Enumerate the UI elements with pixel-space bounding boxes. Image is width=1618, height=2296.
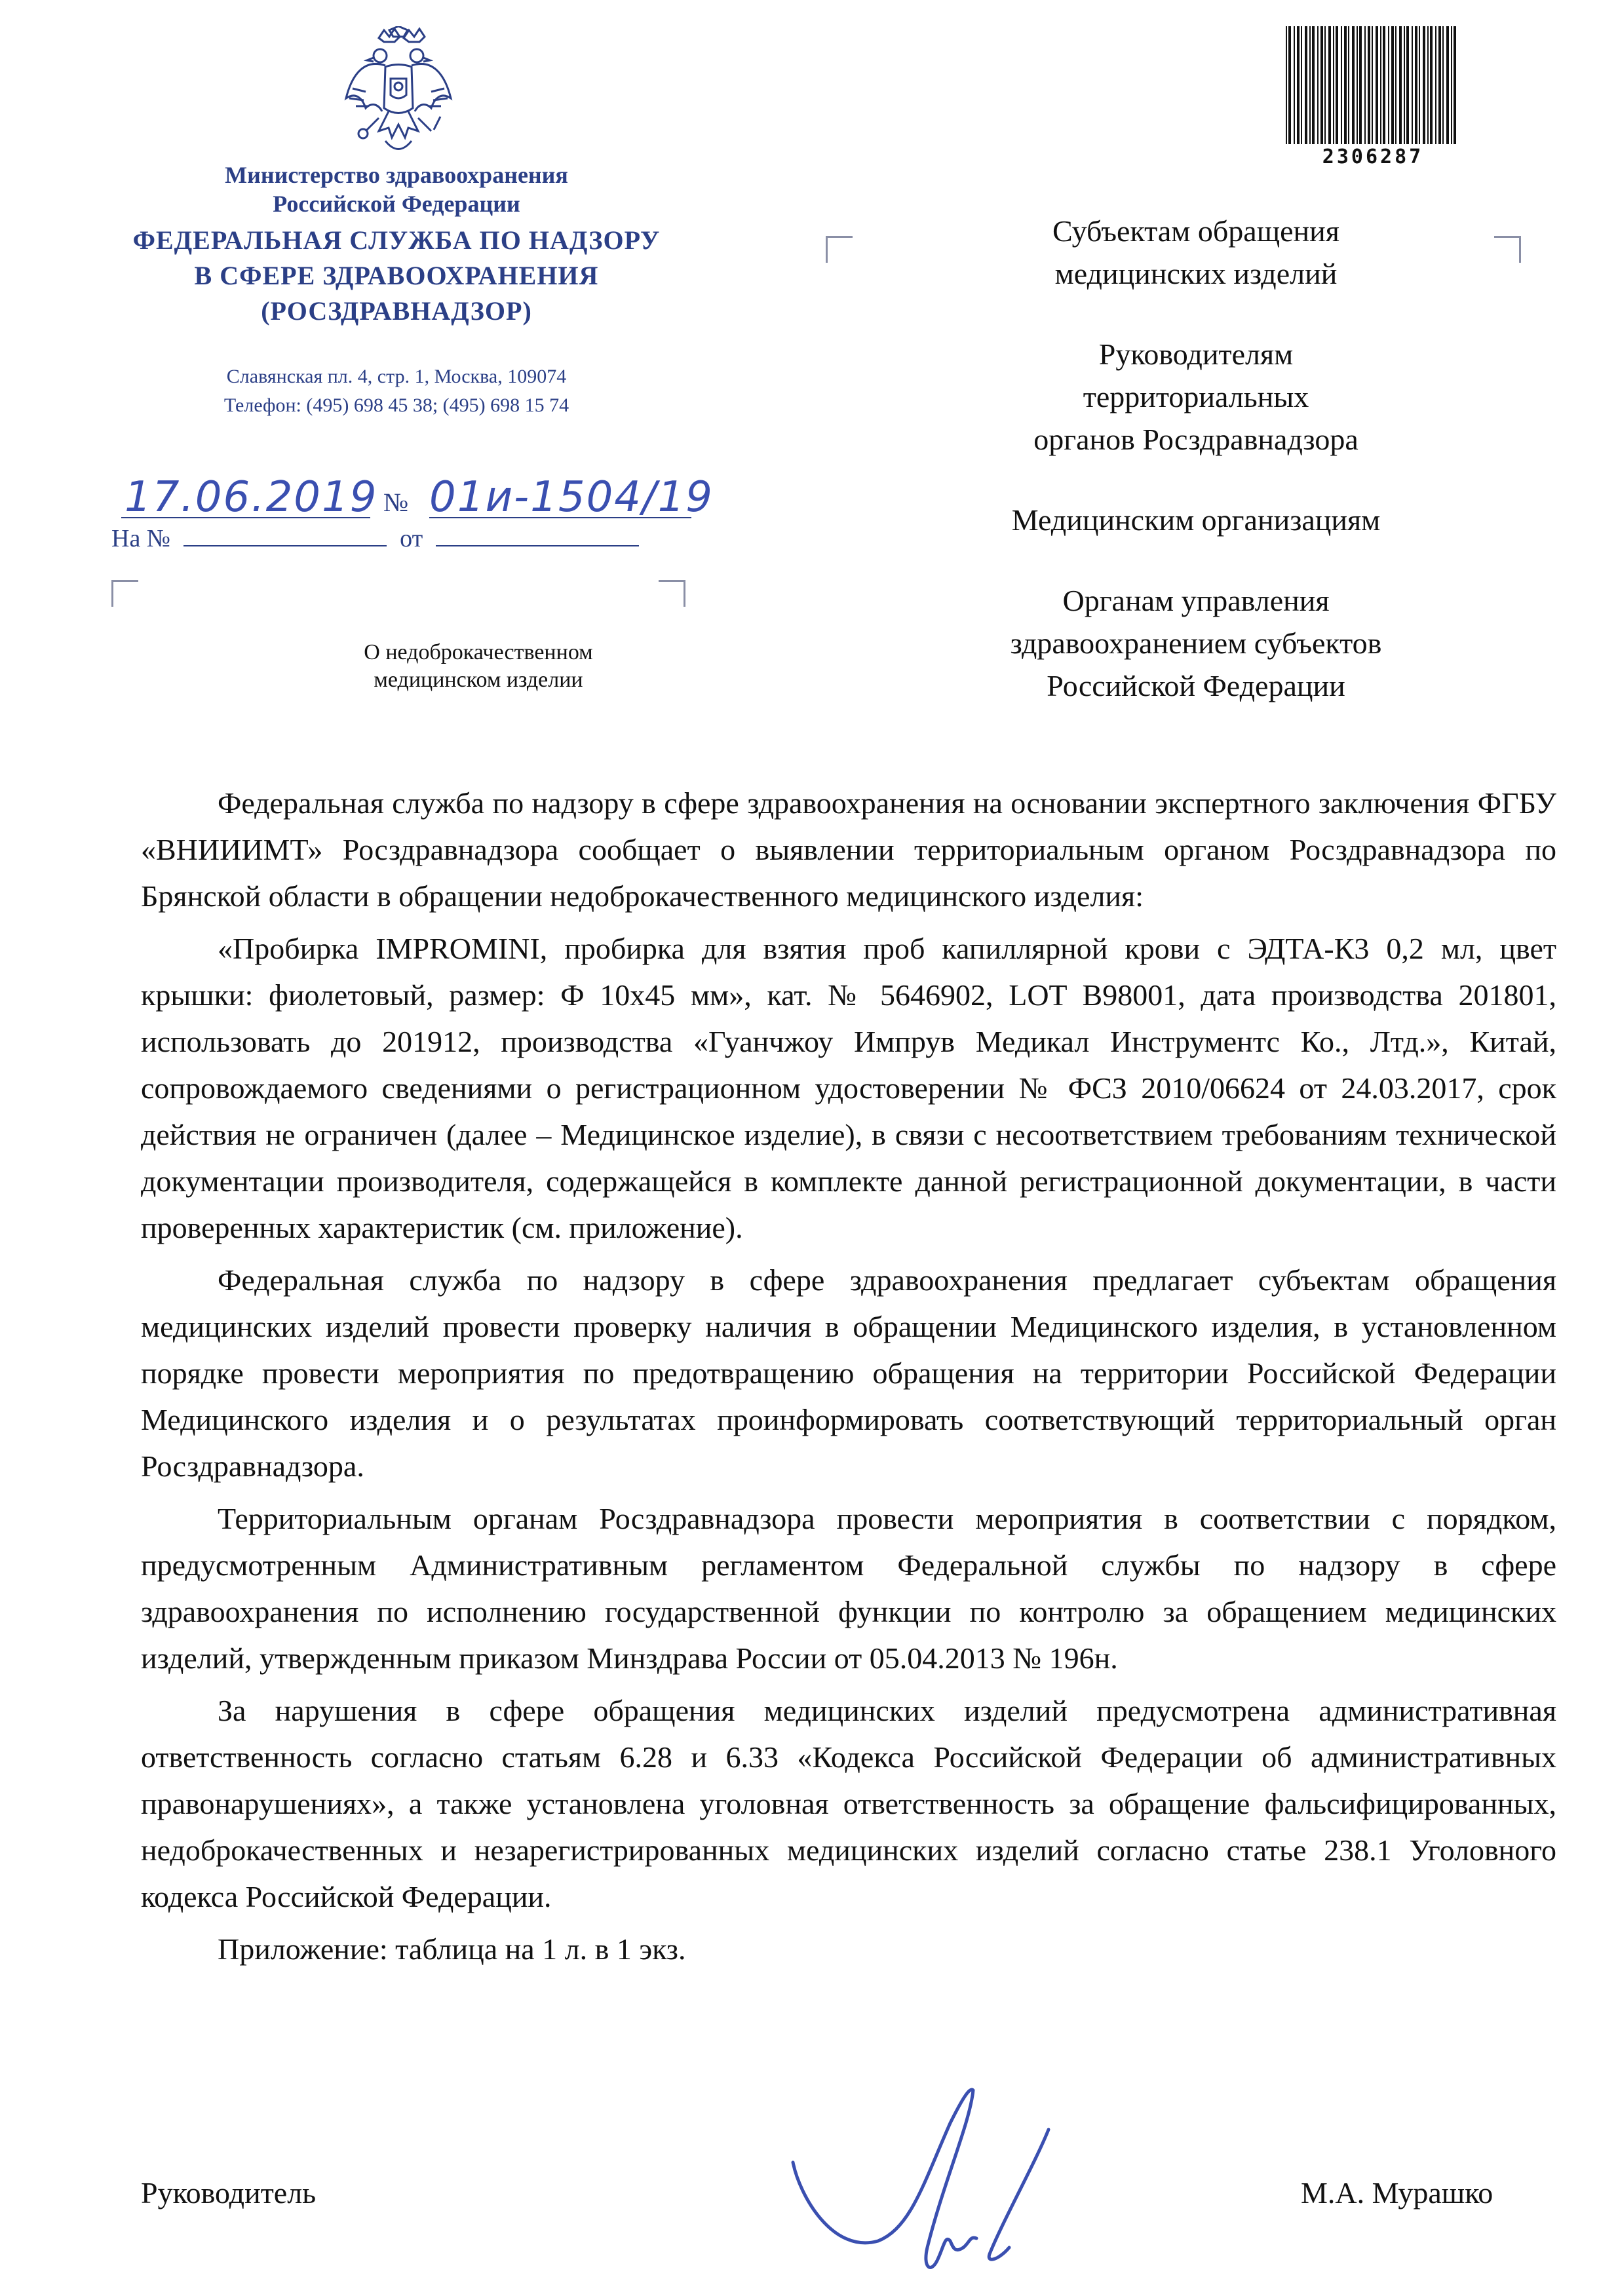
barcode-bar [1383,26,1385,144]
number-sign: № [383,488,409,517]
barcode-bar [1309,26,1311,144]
barcode-bar [1301,26,1302,144]
recipient-4 [885,579,1507,707]
in-reply-number-field [183,526,387,546]
subject-line-2: медицинском изделии [374,668,583,692]
letter-subject [256,639,701,694]
coat-of-arms-icon [339,26,457,164]
barcode-bar [1372,26,1373,144]
in-reply-line [111,524,652,553]
recipient-4-line-3: Российской Федерации [1047,669,1345,702]
recipient-2-line-2: территориальных [1083,380,1309,413]
handwritten-signature [773,2084,1114,2296]
barcode-bar [1336,26,1338,144]
recipients-block [885,210,1507,745]
barcode-bar [1435,26,1436,144]
barcode [1284,26,1461,151]
barcode-bar [1430,26,1433,144]
barcode-bar [1341,26,1342,144]
barcode-bar [1305,26,1307,144]
corner-mark-recipients-left [826,236,853,263]
phone-line: Телефон: (495) 698 45 38; (495) 698 15 74 [223,394,569,416]
barcode-bar [1406,26,1409,144]
signer-name: М.А. Мурашко [1301,2176,1493,2210]
barcode-bar [1288,26,1291,144]
barcode-bar [1391,26,1394,144]
body-paragraph-3: Федеральная служба по надзору в сфере здравоохранения предлагает субъектам обращения медицинских изделий провести проверку наличия в обращении Медицинского изделия, в установленном порядке провести мероприятия по предотвращению обращения на территории Российской Федерации Медицинского изделия и о результатах проинформировать соответствующий территориальный орган Росздравнадзора. [141,1263,1556,1483]
barcode-bar [1357,26,1358,144]
barcode-bar [1399,26,1402,144]
barcode-bar [1328,26,1331,144]
barcode-bar [1395,26,1396,144]
barcode-number: 2306287 [1322,145,1424,168]
barcode-bar [1451,26,1452,144]
barcode-bar [1419,26,1420,144]
in-reply-date-field [436,526,639,546]
handwritten-date-number [121,452,777,531]
barcode-bar [1320,26,1323,144]
subject-line-1: О недоброкачественном [364,640,593,664]
recipient-1-line-1: Субъектам обращения [1052,214,1339,248]
body-paragraph-4: Территориальным органам Росздравнадзора провести мероприятия в соответствии с порядком, предусмотренным Административным регламентом Федеральной службы по надзору в сфере здравоохранения по исполнению государственной функции по контролю за обращением медицинских изделий, утвержденным приказом Минздрава России от 05.04.2013 № 196н. [141,1502,1556,1675]
ministry-line-2: Российской Федерации [273,191,520,217]
signer-role: Руководитель [141,2176,317,2210]
barcode-bar [1286,26,1287,144]
corner-mark-top-left [111,580,138,607]
agency-line-2: В СФЕРЕ ЗДРАВООХРАНЕНИЯ [194,261,599,290]
barcode-bar [1324,26,1326,144]
letter-body [141,780,1556,1978]
appendix-note: Приложение: таблица на 1 л. в 1 экз. [218,1932,686,1966]
barcode-bar [1333,26,1334,144]
barcode-bar [1364,26,1366,144]
recipient-2-line-3: органов Росздравнадзора [1033,423,1358,456]
barcode-bar [1442,26,1444,144]
recipient-3 [885,499,1507,541]
barcode-bar [1427,26,1429,144]
barcode-bar [1454,26,1456,144]
agency-line-3: (РОСЗДРАВНАДЗОР) [261,296,532,326]
agency-address [111,362,682,420]
barcode-bar [1415,26,1417,144]
recipient-1-line-2: медицинских изделий [1054,257,1338,290]
agency-name [79,223,714,329]
recipient-4-line-1: Органам управления [1062,584,1330,617]
barcode-bar [1438,26,1441,144]
from-label: от [400,525,423,552]
corner-mark-top-right [659,580,685,607]
barcode-bar [1294,26,1295,144]
barcode-bar [1423,26,1425,144]
letter-number: 01и-1504/19 [429,473,714,522]
ministry-name [111,161,682,218]
barcode-bar [1344,26,1347,144]
address-line: Славянская пл. 4, стр. 1, Москва, 109074 [226,366,567,387]
body-paragraph-1: Федеральная служба по надзору в сфере здравоохранения на основании экспертного заключения ФГБУ «ВНИИИМТ» Росздравнадзора сообщает о выявлении территориальным органом Росздравнадзора по Брянской области в обращении недоброкачественного медицинского изделия: [141,786,1556,913]
barcode-bar [1446,26,1449,144]
barcode-bar [1317,26,1319,144]
barcode-bar [1368,26,1370,144]
recipient-1 [885,210,1507,295]
barcode-bar [1376,26,1378,144]
barcode-bar [1297,26,1300,144]
body-paragraph-5: За нарушения в сфере обращения медицинских изделий предусмотрена административная ответственность согласно статьям 6.28 и 6.33 «Кодекса Российской Федерации об административных правонарушениях», а также установлена уголовная ответственность за обращение фальсифицированных, недоброкачественных и незарегистрированных медицинских изделий согласно статье 238.1 Уголовного кодекса Российской Федерации. [141,1694,1556,1913]
ministry-line-1: Министерство здравоохранения [225,162,568,188]
letter-date: 17.06.2019 [125,473,378,522]
recipient-3-line-1: Медицинским организациям [1011,503,1381,537]
recipient-2-line-1: Руководителям [1098,337,1294,371]
barcode-bar [1348,26,1349,144]
barcode-bar [1359,26,1362,144]
barcode-bar [1412,26,1413,144]
barcode-bar [1352,26,1355,144]
in-reply-label: На № [111,525,171,552]
barcode-bar [1388,26,1389,144]
barcode-bar [1404,26,1405,144]
barcode-bar [1380,26,1381,144]
agency-line-1: ФЕДЕРАЛЬНАЯ СЛУЖБА ПО НАДЗОРУ [132,225,661,255]
recipient-4-line-2: здравоохранением субъектов [1010,626,1382,660]
body-paragraph-2: «Пробирка IMPROMINI, пробирка для взятия проб капиллярной крови с ЭДТА-К3 0,2 мл, цвет крышки: фиолетовый, размер: Ф 10х45 мм», кат. № 5646902, LOT B98001, дата производства 201801, использовать до 201912, производства «Гуанчжоу Импрув Медикал Инструментс Ко., Лтд.», Китай, сопровождаемого сведениями о регистрационном удостоверении № ФСЗ 2010/06624 от 24.03.2017, срок действия не ограничен (далее – Медицинское изделие), в связи с несоответствием требованиям технической документации производителя, содержащейся в комплекте данной регистрационной документации, в части проверенных характеристик (см. приложение). [141,932,1556,1244]
recipient-2 [885,333,1507,461]
barcode-bar [1312,26,1315,144]
